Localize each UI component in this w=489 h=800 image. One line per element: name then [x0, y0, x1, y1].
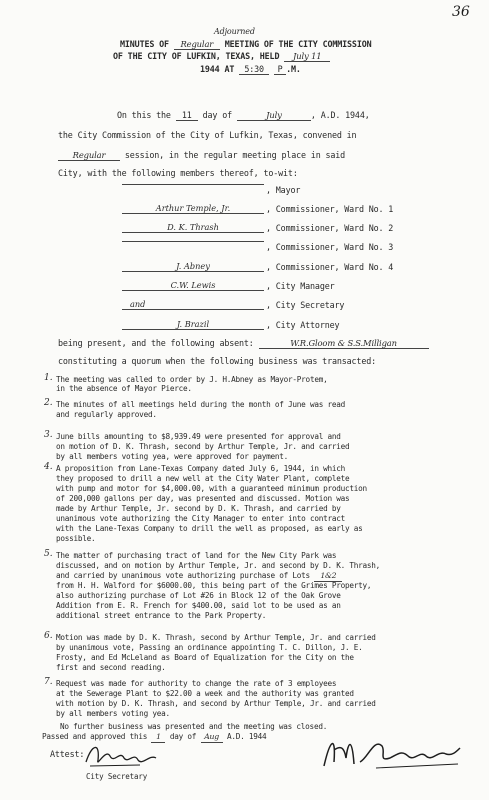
item-1-line-1: The meeting was called to order by J. H.Abney as Mayor-Protem, [56, 375, 328, 384]
mayor-signature [316, 728, 466, 776]
closing-line-2: Passed and approved this 1 day of Aug A.D. 1944 [42, 732, 267, 741]
item-4-line-2: they proposed to drill a new well at the City Water Plant, complete [56, 474, 350, 483]
item-4-line-4: of 200,000 gallons per day, was presented and discussed. Motion was [56, 494, 350, 503]
item-3-line-3: by all members voting yea, were approved for payment. [56, 452, 289, 461]
member-role-city-attorney: , City Attorney [266, 320, 340, 330]
present-line: being present, and the following absent: W.R.Gloom & S.S.Milligan [58, 338, 429, 349]
intro-line-1: On this the 11 day of July , A.D. 1944, [117, 110, 370, 120]
member-name-city-manager: C.W. Lewis [122, 280, 264, 291]
item-2-line-1: The minutes of all meetings held during the month of June was read [56, 400, 345, 409]
header-line-3: 1944 AT 5:30 P .M. [200, 64, 301, 74]
member-role-mayor: , Mayor [266, 185, 301, 195]
member-name-ward-1: Arthur Temple, Jr. [122, 203, 264, 214]
item-6-line-3: Frosty, and Ed McLeland as Board of Equalization for the City on the [56, 653, 354, 662]
header-adjourned-note: Adjourned [214, 27, 255, 36]
day-fill: 11 [176, 110, 198, 121]
item-4-line-3: with pump and motor for $4,000.00, with a guaranteed minimum production [56, 484, 367, 493]
closing-line-1: No further business was presented and the meeting was closed. [60, 722, 328, 731]
approval-month-fill: Aug [201, 732, 223, 743]
item-4-line-8: possible. [56, 534, 96, 543]
meeting-time-fill: 5:30 [239, 64, 269, 75]
item-4-line-1: A proposition from Lane-Texas Company dated July 6, 1944, in which [56, 464, 345, 473]
attest-label: Attest: [50, 749, 85, 759]
item-6-line-2: by unanimous vote, Passing an ordinance appointing T. C. Dillon, J. E. [56, 643, 363, 652]
header-line-1: MINUTES OF Regular MEETING OF THE CITY COMMISSION [120, 39, 372, 49]
item-5-line-3: and carried by unanimous vote authorizing purchase of Lots 1&2 [56, 571, 342, 582]
intro-line-2: the City Commission of the City of Lufkin, Texas, convened in [58, 130, 357, 140]
lot-number-fill: 1&2 [314, 571, 342, 582]
member-name-city-attorney: J. Brazil [122, 319, 264, 330]
item-number: 6. [44, 631, 53, 641]
item-4-line-7: with the Lane-Texas Company to drill the well as proposed, as early as [56, 524, 363, 533]
intro-line-3: Regular session, in the regular meeting place in said [58, 150, 345, 161]
item-3-line-2: on motion of D. K. Thrash, second by Arthur Temple, Jr. and carried [56, 442, 350, 451]
member-name-ward-4: J. Abney [122, 261, 264, 272]
meeting-ampm-fill: P [274, 64, 286, 75]
secretary-signature [80, 738, 170, 772]
month-fill: July [237, 110, 311, 121]
member-role-ward-1: , Commissioner, Ward No. 1 [266, 204, 394, 214]
item-number: 2. [44, 398, 53, 408]
item-1-line-2: in the absence of Mayor Pierce. [56, 384, 192, 393]
secretary-caption: City Secretary [86, 772, 148, 781]
item-7-line-4: by all members voting yea. [56, 709, 170, 718]
absent-names-fill: W.R.Gloom & S.S.Milligan [259, 338, 429, 349]
item-5-line-4: from H. H. Walford for $6000.00, this being part of the Grimes Property, [56, 581, 372, 590]
item-6-line-1: Motion was made by D. K. Thrash, second by Arthur Temple, Jr. and carried [56, 633, 376, 642]
item-4-line-5: made by Arthur Temple, Jr. second by D. K. Thrash, and carried by [56, 504, 341, 513]
member-role-city-secretary: , City Secretary [266, 300, 345, 310]
item-2-line-2: and regularly approved. [56, 410, 157, 419]
meeting-date-fill: July 11 [284, 51, 330, 62]
item-4-line-6: unanimous vote authorizing the City Manager to enter into contract [56, 514, 345, 523]
approval-day-fill: 1 [151, 732, 165, 743]
session-type-fill: Regular [58, 150, 120, 161]
meeting-type-fill: Regular [174, 39, 220, 50]
item-6-line-4: first and second reading. [56, 663, 166, 672]
page-number: 36 [452, 4, 470, 20]
item-number: 7. [44, 677, 53, 687]
item-5-line-7: additional street entrance to the Park Property. [56, 611, 267, 620]
member-name-ward-2: D. K. Thrash [122, 222, 264, 233]
intro-line-4: City, with the following members thereof, to-wit: [58, 168, 298, 178]
item-number: 4. [44, 462, 53, 472]
item-7-line-1: Request was made for authority to change the rate of 3 employees [56, 679, 337, 688]
item-3-line-1: June bills amounting to $8,939.49 were presented for approval and [56, 432, 341, 441]
member-role-ward-2: , Commissioner, Ward No. 2 [266, 223, 394, 233]
item-number: 3. [44, 430, 53, 440]
member-name-ward-3 [122, 241, 264, 242]
item-7-line-2: at the Sewerage Plant to $22.00 a week and the authority was granted [56, 689, 354, 698]
item-5-line-1: The matter of purchasing tract of land for the New City Park was [56, 551, 337, 560]
item-7-line-3: with motion by D. K. Thrash, and second by Arthur Temple, Jr. and carried [56, 699, 376, 708]
member-name-mayor [122, 184, 264, 185]
member-role-ward-4: , Commissioner, Ward No. 4 [266, 262, 394, 272]
item-5-line-2: discussed, and on motion by Arthur Temple, Jr. and second by D. K. Thrash, [56, 561, 380, 570]
member-name-city-secretary: and [122, 299, 264, 310]
header-line-2: OF THE CITY OF LUFKIN, TEXAS, HELD July 11 [113, 51, 330, 62]
item-number: 5. [44, 549, 53, 559]
item-5-line-6: Addition from E. R. French for $400.00, said lot to be used as an [56, 601, 341, 610]
member-role-ward-3: , Commissioner, Ward No. 3 [266, 242, 394, 252]
item-number: 1. [44, 373, 53, 383]
quorum-line: constituting a quorum when the following business was transacted: [58, 356, 376, 366]
item-5-line-5: also authorizing purchase of Lot #26 in Block 12 of the Oak Grove [56, 591, 341, 600]
member-role-city-manager: , City Manager [266, 281, 335, 291]
